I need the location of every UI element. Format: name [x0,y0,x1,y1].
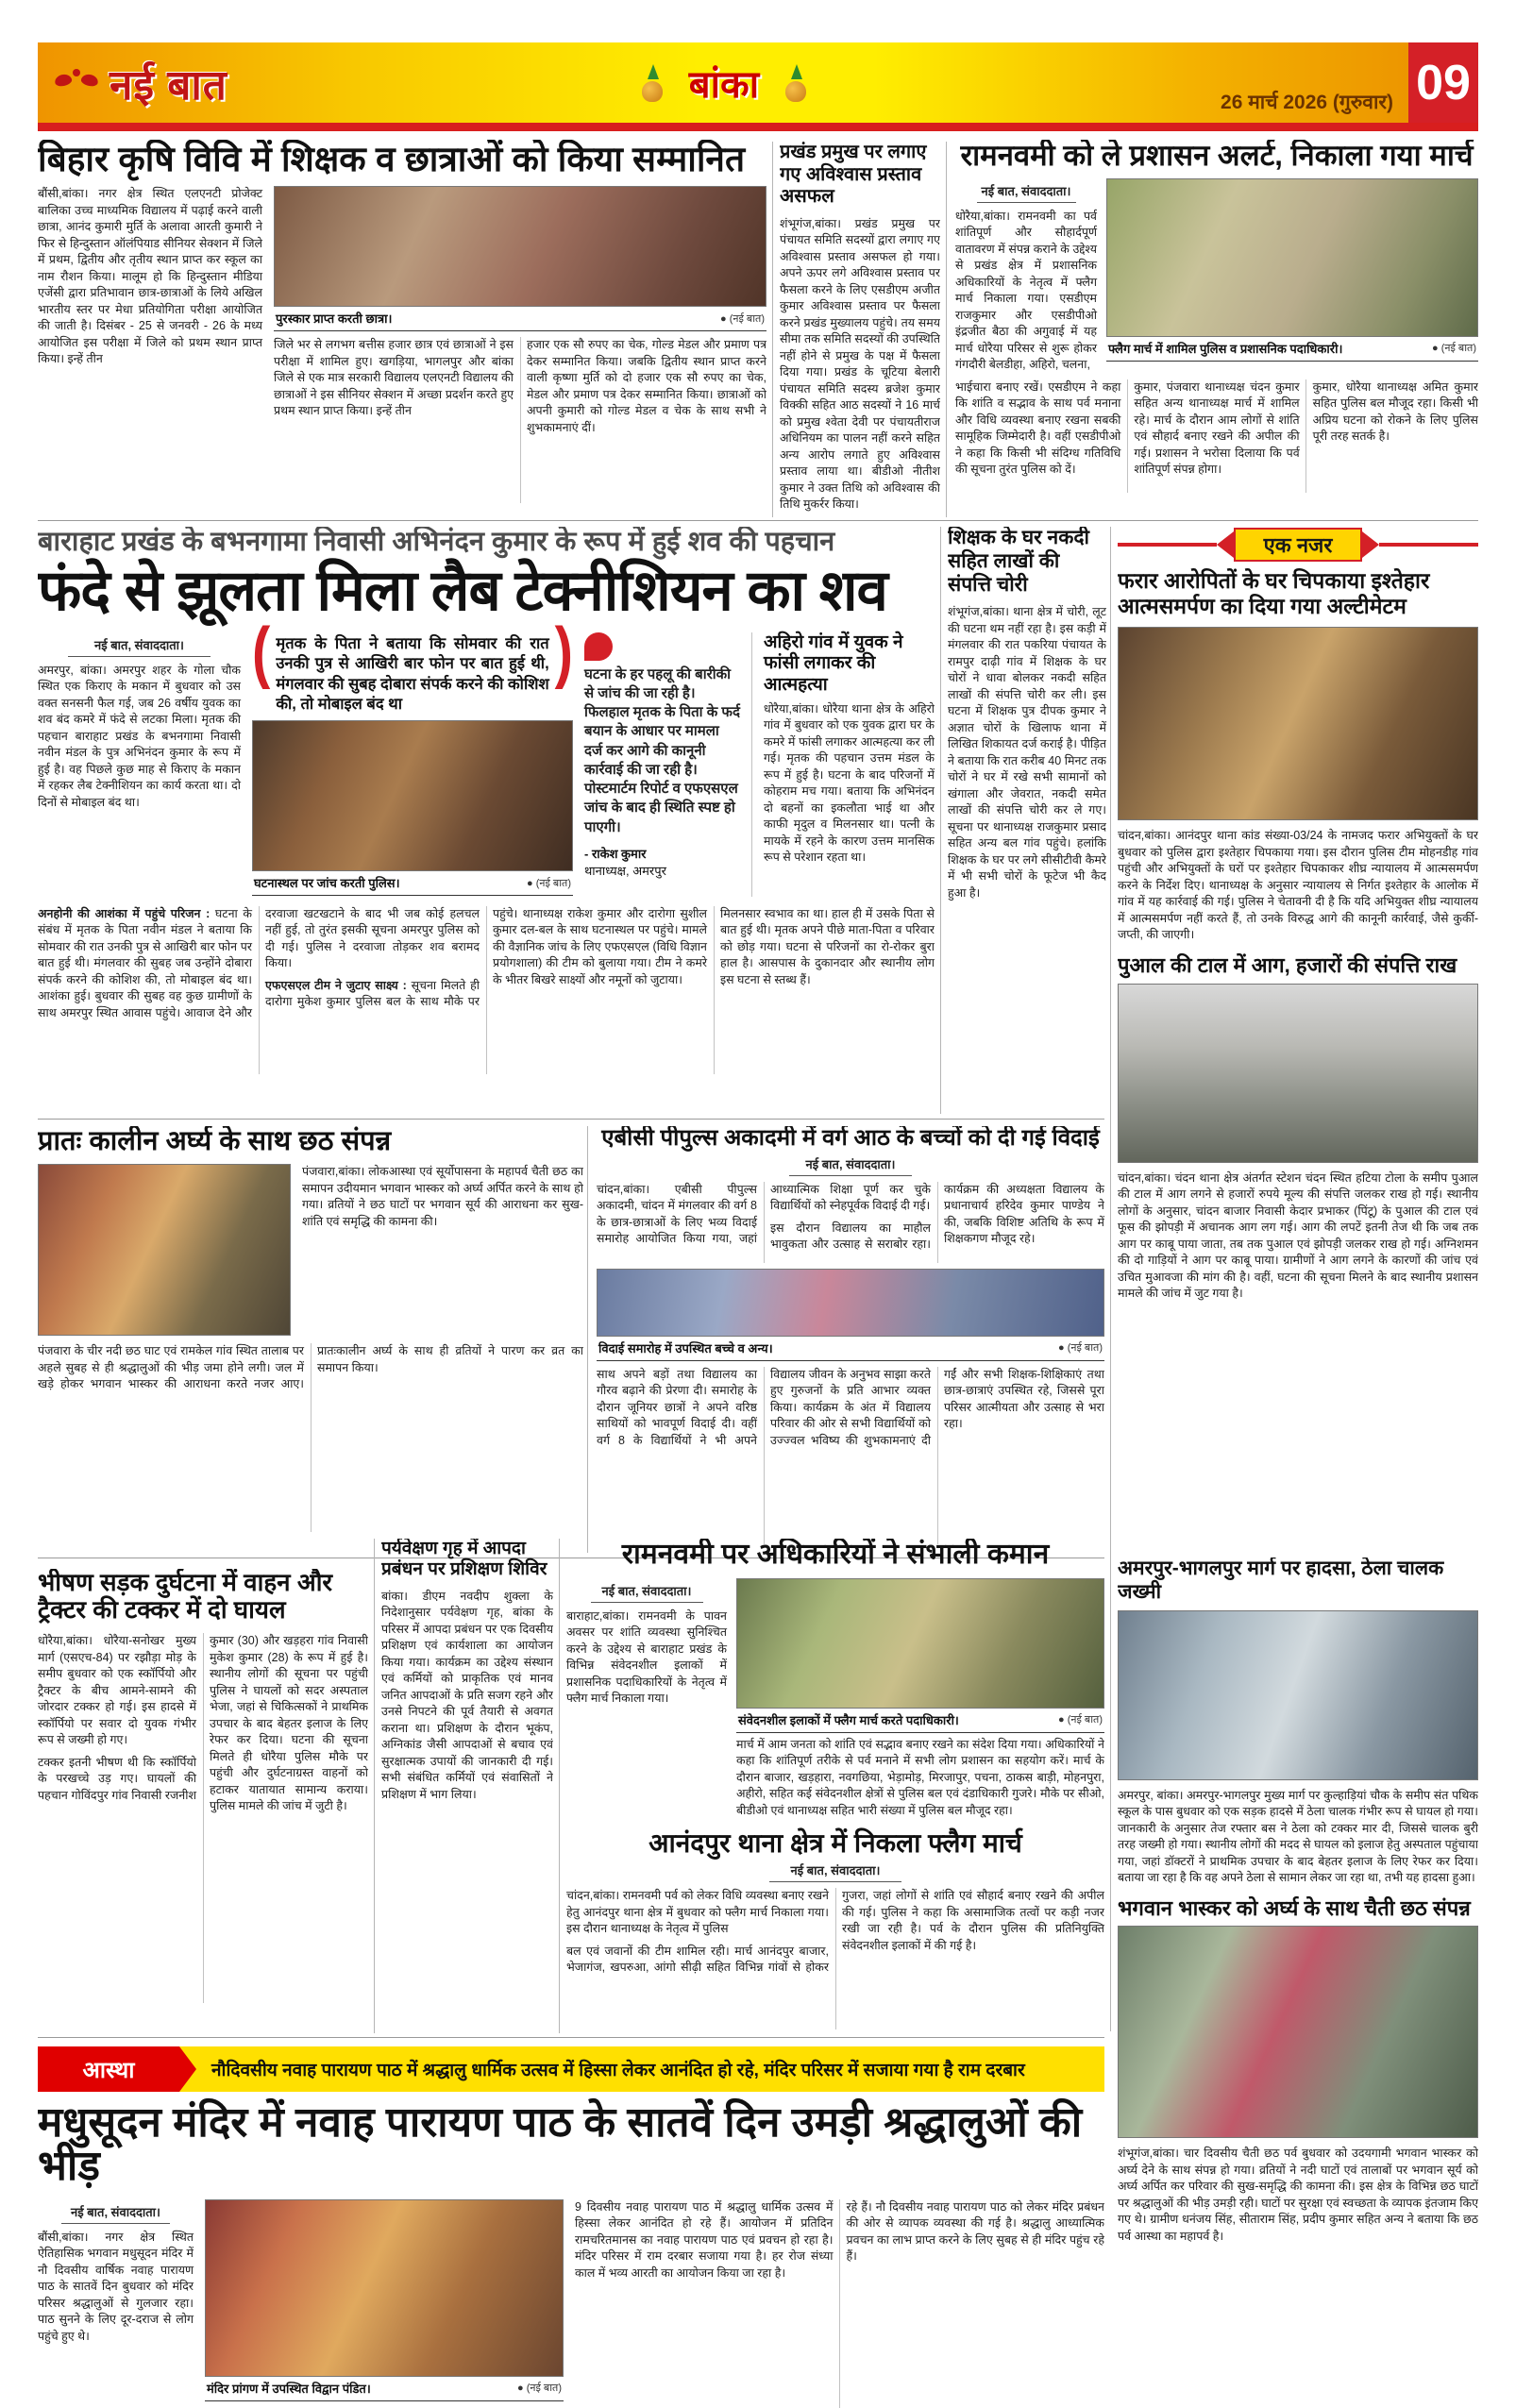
photo-chhath-devotees [38,1164,291,1336]
masthead-center [227,57,1221,109]
article-body: पंजवारा,बांका। लोकआस्था एवं सूर्योपासना के महापर्व चैती छठ का समापन उदीयमान भगवान भास्कर को अर्घ्य अर्पित करने के साथ हो गया। व्रतियों ने छठ घाटों पर भगवान सूर्य की आराधना कर सुख-शांति एवं समृद्धि की कामना की। [302,1165,583,1228]
rule-right [1379,543,1478,547]
article-headline: बिहार कृषि विवि में शिक्षक व छात्राओं को किया सम्मानित [38,140,746,178]
photo-credit: ● (नई बात) [720,312,765,325]
rule-left [1118,543,1217,547]
ek-nazar-label: एक नजर [1234,528,1363,562]
masthead-rule [38,123,1478,131]
article-body: मार्च में आम जनता को शांति एवं सद्भाव बनाए रखने का संदेश दिया गया। अधिकारियों ने कहा कि शांतिपूर्ण तरीके से पर्व मनाने में सभी लोग प्रशासन का सहयोग करें। मार्च के दौरान बाजार, खड़हारा, नवगछिया, भेड़ामोड़, मिरजापुर, पचना, ठाकस बाड़ी, मोहनपुरा, अहीरो, सहित कई संवेदनशील क्षेत्रों से पुलिस बल एवं दंडाधिकारी गुजरे। मौके पर सीओ, बीडीओ एवं थानाध्यक्ष सहित भारी संख्या में पुलिस बल मौजूद रहा। [736,1737,1104,1817]
article-body: मिलनसार स्वभाव का था। हाल ही में उसके पिता से बात हुई थी। मृतक अपने पीछे माता-पिता व परिवार को छोड़ गया। घटना से परिजनों का रो-रोकर बुरा हाल है। आसपास के दुकानदार और स्थानीय लोग इस घटना से स्तब्ध हैं। [720,906,935,986]
subarticle-headline: अहिरो गांव में युवक ने फांसी लगाकर की आत्महत्या [764,631,903,695]
open-bracket-icon: ( [252,613,271,691]
article-headline: अमरपुर-भागलपुर मार्ग पर हादसा, ठेला चालक जख्मी [1118,1558,1444,1603]
byline: नई बात, संवाददाता। [981,183,1071,198]
article-pramukh [780,142,940,517]
issue-date: 26 मार्च 2026 (गुरुवार) [1221,92,1393,113]
runin-head: अनहोनी की आशंका में पहुंचे परिजन : [38,906,211,920]
article-hadsa [1118,1558,1478,2408]
masthead [38,42,1478,123]
article-body: अमरपुर, बांका। अमरपुर शहर के गोला चौक स्थित एक किराए के मकान में बुधवार को उस वक्त सनसनी फैल गई, जब 26 वर्षीय युवक का शव बंद कमरे में फंदे से लटका मिला। मृतक की पहचान बाराहाट प्रखंड के बभनगामा निवासी नवीन मंडल के पुत्र अभिनंदन कुमार के रूप में हुई है। वह पिछले कुछ माह से किराए के मकान में रहकर लैब टेक्नीशियन का कार्य करता था। दो दिनों से मोबाइल बंद था। [38,663,241,809]
article-headline: पुआल की टाल में आग, हजारों की संपत्ति राख [1118,952,1457,977]
article-chori [948,527,1106,1114]
photo-officials-flag-march [736,1578,1104,1709]
article-body: टक्कर इतनी भीषण थी कि स्कॉर्पियो के परखच्चे उड़ गए। घायलों की पहचान गोविंदपुर गांव निवासी रजनीश कुमार (30) और खड़हरा गांव निवासी मुकेश कुमार (28) के रूप में हुई है। स्थानीय लोगों की सूचना पर पहुंची पुलिस ने घायलों को सदर अस्पताल भेजा, जहां से चिकित्सकों ने प्राथमिक उपचार के बाद बेहतर इलाज के लिए रेफर कर दिया। घटना की सूचना मिलते ही धोरैया पुलिस मौके पर पहुंची और दुर्घटनाग्रस्त वाहनों को हटाकर यातायात सामान्य कराया। पुलिस मामले की जांच में जुटी है। [38,1634,368,1813]
photo-credit: ● (नई बात) [1432,343,1476,355]
article-headline: रामनवमी को ले प्रशासन अलर्ट, निकाला गया मार्च [960,140,1474,172]
byline: नई बात, संवाददाता। [805,1156,896,1171]
photo-police-notice-pasting [1118,627,1478,820]
article-body: बाराहाट,बांका। रामनवमी के पावन अवसर पर शांति व्यवस्था सुनिश्चित करने के उद्देश्य से बाराहाट प्रखंड के विभिन्न संवेदनशील इलाकों में प्रशासनिक पदाधिकारियों के नेतृत्व में फ्लैग मार्च निकाला गया। [566,1608,727,1706]
article-body: धोरैया,बांका। रामनवमी का पर्व शांतिपूर्ण और सौहार्दपूर्ण वातावरण में संपन्न कराने के उद्देश्य से प्रखंड क्षेत्र में प्रशासनिक अधिकारियों के नेतृत्व में फ्लैग मार्च निकाला गया। एसडीएम राजकुमार और एसडीपीओ इंद्रजीत बैठा की अगुवाई में यह मार्च धोरैया परिसर से शुरू होकर गंगदौरी बेलडीहा, अहिरो, चलना, [955,209,1097,372]
article-body: चांदन,बांका। रामनवमी पर्व को लेकर विधि व्यवस्था बनाए रखने हेतु आनंदपुर थाना क्षेत्र में बुधवार को फ्लैग मार्च निकाला गया। इस दौरान थानाध्यक्ष के नेतृत्व में पुलिस [566,1889,829,1936]
article-body: बौंसी,बांका। नगर क्षेत्र स्थित एलएनटी प्रोजेक्ट बालिका उच्च माध्यमिक विद्यालय में पढ़ाई करने वाली छात्रा, आनंद कुमारी मुर्ति के अलावा आरती कुमारी ने फिर से हिन्दुस्तान ऑलंपियाड सीनियर सेक्शन में जिले में प्रथम, द्वितीय और तृतीय स्थान प्राप्त कर स्कूल का नाम रौशन किया। मालूम हो कि हिन्दुस्तान मीडिया एजेंसी द्वारा प्रतिभावान छात्र-छात्राओं के लिये अखिल भारतीय स्तर पर मेधा प्रतियोगिता परीक्षा आयोजित की जाती है। दिसंबर - 25 से जनवरी - 26 के मध्य आयोजित इस परीक्षा में जिले को प्रथम स्थान प्राप्त किया। इन्हें तीन [38,187,262,366]
article-body: बल एवं जवानों की टीम शामिल रही। मार्च आनंदपुर बाजार, भेजागंज, खपरुआ, आंगो सीढ़ी सहित विभिन्न गांवों से होकर गुजरा, जहां लोगों से शांति एवं सौहार्द बनाए रखने की अपील की गई। पुलिस ने कहा कि असामाजिक तत्वों पर कड़ी नजर रखी जा रही है। पर्व के दौरान पुलिस की प्रतिनियुक्ति संवेदनशील इलाकों में की गई है। [566,1889,1104,1975]
column-divider [374,1539,375,2033]
article-body: इस दौरान विद्यालय का माहौल भावुकता और उत्साह से सराबोर रहा। कार्यक्रम की अध्यक्षता विद्यालय के प्रधानाचार्य हरिदेव कुमार पाण्डेय ने की, जबकि विशिष्ट अतिथि के रूप में शिक्षकगण मौजूद रहे। [770,1182,1104,1252]
article-body: पंजवारा के चीर नदी छठ घाट एवं रामकेल गांव स्थित तालाब पर अहले सुबह से ही श्रद्धालुओं की भीड़ जमा होने लगी। जल में खड़े होकर भगवान भास्कर की आराधना करते नजर आए। प्रातःकालीन अर्घ्य के साथ ही व्रतियों ने पारण कर व्रत का समापन किया। [38,1344,583,1391]
section-rule [38,520,1478,521]
article-body: चांदन,बांका। एबीसी पीपुल्स अकादमी, चांदन में मंगलवार की वर्ग 8 के छात्र-छात्राओं के लिए भव्य विदाई समारोह आयोजित किया गया, जहां आध्यात्मिक शिक्षा पूर्ण कर चुके विद्यार्थियों को स्नेहपूर्वक विदाई दी गई। [597,1182,931,1246]
photo-farewell-group [597,1269,1104,1337]
article-body: साथ अपने बड़ों तथा विद्यालय का गौरव बढ़ाने की प्रेरणा दी। समारोह के दौरान जूनियर छात्रों ने अपने वरिष्ठ साथियों को भावपूर्ण विदाई दी। वहीं वर्ग 8 के विद्यार्थियों ने भी अपने विद्यालय जीवन के अनुभव साझा करते हुए गुरुजनों के प्रति आभार व्यक्त किया। कार्यक्रम के अंत में विद्यालय परिवार की ओर से सभी विद्यार्थियों को उज्ज्वल भविष्य की शुभकामनाएं दी गईं और सभी शिक्षक-शिक्षिकाएं तथा छात्र-छात्राएं उपस्थित रहे, जिससे पूरा परिसर आत्मीयता और उत्साह से भरा रहा। [597,1367,1104,1447]
photo-ambulance-accident [1118,1610,1478,1780]
pull-quote: घटना के हर पहलू की बारीकी से जांच की जा रही है। फिलहाल मृतक के पिता के फर्द बयान के आधार पर मामला दर्ज कर आगे की कानूनी कार्रवाई की जा रही है। पोस्टमार्टम रिपोर्ट व एफएसएल जांच के बाद ही स्थिति स्पष्ट हो पाएगी। [584,665,740,835]
runin-body: घटना के संबंध में मृतक के पिता नवीन मंडल ने बताया कि सोमवार की रात उनकी पुत्र से आखिरी बार फोन पर बात हुई थी। मंगलवार की सुबह जब उन्होंने दोबारा संपर्क करने की कोशिश की, तो मोबाइल बंद था। आशंका हुई। बुधवार की सुबह वह कुछ ग्रामीणों के साथ अमरपुर स्थित आवास पहुंचे। आवाज देने और दरवाजा खटखटाने के बाद भी जब कोई हलचल नहीं हुई, तो तुरंत इसकी सूचना अमरपुर पुलिस को दी गई। पुलिस ने दरवाजा तोड़कर शव बरामद किया। [38,906,480,1019]
photo-caption [205,2377,564,2401]
close-bracket-icon: ) [554,613,573,691]
byline: नई बात, संवाददाता। [601,1583,692,1598]
column-divider [772,142,773,517]
article-durghatna [38,1569,368,2033]
article-headline: आनंदपुर थाना क्षेत्र में निकला फ्लैग मार्च [649,1828,1022,1859]
article-body: शंभूगंज,बांका। चार दिवसीय चैती छठ पर्व बुधवार को उदयगामी भगवान भास्कर को अर्घ्य देने के साथ संपन्न हो गया। व्रतियों ने नदी घाटों एवं तालाबों पर भगवान सूर्य को अर्घ्य अर्पित कर परिवार की सुख-समृद्धि की कामना की। इस क्षेत्र के विभिन्न छठ घाटों पर श्रद्धालुओं की भीड़ उमड़ी रही। घाटों पर सुरक्षा एवं स्वच्छता के व्यापक इंतजाम किए गए थे। ग्रामीण धनंजय सिंह, सीताराम सिंह, प्रदीप कुमार सहित अन्य ने बताया कि छठ पर्व आस्था का महापर्व है। [1118,2147,1478,2243]
article-abc-academy [597,1126,1104,1553]
article-body: भाईचारा बनाए रखें। एसडीएम ने कहा कि शांति व सद्भाव के साथ पर्व मनाना और विधि व्यवस्था बनाए रखना सबकी सामूहिक जिम्मेदारी है। वहीं एसडीपीओ ने कहा कि किसी भी संदिग्ध गतिविधि की सूचना तुरंत पुलिस को दें। [955,379,1121,477]
article-body: धोरैया,बांका। धोरैया-सनोखर मुख्य मार्ग (एसएच-84) पर रझौड़ा मोड़ के समीप बुधवार को एक स्कॉर्पियो और ट्रैक्टर के बीच आमने-सामने की जोरदार टक्कर हो गई। इस हादसे में स्कॉर्पियो पर सवार दो युवक गंभीर रूप से जख्मी हो गए। [38,1634,196,1747]
photo-caption [252,871,573,896]
byline-rule [591,1602,703,1603]
byline-rule [68,656,211,657]
byline-rule [977,202,1076,203]
photo-credit: ● (नई बात) [1058,1342,1103,1355]
article-body: हजार एक सौ रुपए का चेक, गोल्ड मेडल और प्रमाण पत्र देकर सम्मानित किया। जबकि द्वितीय स्थान प्राप्त करने वाली कृष्णा मुर्ति को दो हजार एक सौ रुपए का चेक, मेडल और प्रमाण पत्र देकर सम्मानित किया। छात्राओं को अपनी कुमारी को गोल्ड मेडल व चेक के साथ सभी ने शुभकामनाएं दीं। [527,338,766,434]
article-body: कुमार, धोरैया थानाध्यक्ष अमित कुमार सहित पुलिस बल मौजूद रहा। किसी भी अप्रिय घटना को रोकने के लिए पुलिस पूरी तरह सतर्क है। [1312,379,1478,444]
runin-head: एफएसएल टीम ने जुटाए साक्ष्य : [265,978,407,992]
caption-text: संवेदनशील इलाकों में फ्लैग मार्च करते पदाधिकारी। [738,1712,959,1727]
article-body: कुमार, पंजवारा थानाध्यक्ष चंदन कुमार सहित अन्य थानाध्यक्ष मार्च में शामिल रहे। मार्च के दौरान आम लोगों से शांति एवं सौहार्द बनाए रखने की अपील की गई। प्रशासन ने भरोसा दिलाया कि पर्व शांतिपूर्ण संपन्न होगा। [1134,379,1300,477]
kalash-icon [640,64,665,102]
page-number: 09 [1408,42,1478,123]
column-divider [940,527,941,1114]
quote-attribution-name: - राकेश कुमार [584,846,647,861]
article-headline: शिक्षक के घर नकदी सहित लाखों की संपत्ति चोरी [948,527,1089,596]
article-body: शंभूगंज,बांका। थाना क्षेत्र में चोरी, लूट की घटना थम नहीं रहा है। इस कड़ी में मंगलवार की रात पकरिया पंचायत के रामपुर दाढ़ी गांव में शिक्षक के घर चोरों ने धावा बोलकर नकदी सहित लाखों की संपत्ति चोरी कर ली। इस घटना में शिक्षक पुत्र दीपक कुमार ने अज्ञात चोरों के खिलाफ थाना में लिखित शिकायत दर्ज कराई है। पीड़ित ने बताया कि रात करीब 40 मिनट तक चोरों ने घर में रखे सभी सामानों को खंगाला और जेवरात, नकदी समेत लाखों की संपत्ति चोरी कर ले गए। सूचना पर थानाध्यक्ष राजकुमार प्रसाद सहित अन्य बल गांव पहुंचे। हलांकि शिक्षक के घर पर लगे सीसीटीवी कैमरे में भी सभी चोरों के फूटेज भी कैद हुआ है। [948,605,1106,900]
article-alert [955,140,1478,517]
article-krishi [38,140,766,517]
article-headline: प्रातः कालीन अर्घ्य के साथ छठ संपन्न [38,1126,392,1156]
astha-tag: आस्था [38,2046,179,2092]
eyes-bindi-icon [55,69,98,97]
section-rule [38,1119,1104,1120]
article-body: 9 दिवसीय नवाह पारायण पाठ में श्रद्धालु धार्मिक उत्सव में हिस्सा लेकर आनंदित हो रहे हैं। आयोजन में प्रतिदिन रामचरितमानस का नवाह पारायण पाठ एवं प्रवचन हो रहा है। मंदिर परिसर में राम दरबार सजाया गया है। हर रोज संध्या काल में भव्य आरती का आयोजन किया जा रहा है। [575,2199,834,2280]
article-lab-technician [38,527,935,1114]
article-body: चांदन,बांका। चंदन थाना क्षेत्र अंतर्गत स्टेशन चंदन स्थित हटिया टोला के समीप पुआल की टाल में आग लगने से हजारों रुपये मूल्य की संपत्ति जलकर राख हो गई। स्थानीय लोगों के अनुसार, चांदन बाजार निवासी केदार प्रभाकर (पिंटू) के पुआल की टाल एवं फूस की झोपड़ी में अचानक आग लग गई। आग की लपटें इतनी तेज थी कि जब तक आग पर काबू पाया जाता, तब तक पुआल एवं झोपड़ी जलकर राख हो गई। अग्निशमन की दो गाड़ियों ने आग पर काबू पाया। ग्रामीणों ने आग लगने के कारणों की जांच एवं उचित मुआवजा की मांग की है। वहीं, घटना की सूचना मिलने के बाद स्थानीय प्रशासन मामले की जांच में जुट गया है। [1118,1170,1478,1301]
photo-caption [1106,337,1478,362]
photo-award-ceremony [274,186,766,307]
article-madhusudan [38,2046,1104,2408]
article-headline: प्रखंड प्रमुख पर लगाए गए अविश्वास प्रस्ताव असफल [780,142,927,208]
deck-bracket [252,613,573,717]
article-headline: पर्यवेक्षण गृह में आपदा प्रबंधन पर प्रशिक्षण शिविर [381,1539,547,1580]
quote-mark-icon [584,632,613,661]
column-divider [946,142,947,517]
photo-chaiti-chhath-devotees [1118,1926,1478,2138]
byline-rule [769,1881,901,1882]
photo-caption [736,1709,1104,1733]
column-divider [587,1126,588,1553]
byline: नई बात, संवाददाता। [94,637,184,652]
article-headline: एबीसी पीपुल्स अकादमी में वर्ग आठ के बच्चों को दी गई विदाई [601,1126,1100,1151]
subarticle-body: धोरैया,बांका। धोरैया थाना क्षेत्र के अहिरो गांव में बुधवार को एक युवक द्वारा घर के कमरे में फांसी लगाकर आत्महत्या कर ली गई। मृतक की पहचान उत्तम मंडल के रूप में हुई है। घटना के बाद परिजनों में कोहराम मच गया। बताया कि अभिनंदन दो बहनों का इकलौता भाई था और काफी मृदुल व मिलनसार था। पत्नी के मायके में रहने के कारण उत्तम मानसिक रूप से परेशान रहता था। [764,701,935,865]
quote-attribution-title: थानाध्यक्ष, अमरपुर [584,863,666,878]
byline: नई बात, संवाददाता। [790,1863,881,1878]
caption-text: फ्लैग मार्च में शामिल पुलिस व प्रशासनिक पदाधिकारी। [1108,341,1343,356]
article-chhath [38,1126,583,1553]
article-body: अमरपुर, बांका। अमरपुर-भागलपुर मुख्य मार्ग पर कुल्हाड़ियां चौक के समीप संत पथिक स्कूल के पास बुधवार को एक सड़क हादसे में ठेला चालक गंभीर रूप से घायल हो गया। जानकारी के अनुसार तेज रफ्तार बस ने ठेला को टक्कर मार दी, जिससे चालक बुरी तरह जख्मी हो गया। स्थानीय लोगों की मदद से घायल को इलाज हेतु अस्पताल पहुंचाया गया, जहां डॉक्टरों ने प्राथमिक उपचार के बाद बेहतर इलाज के लिए रेफर कर दिया। बताया जा रहा है कि वह अपने ठेला से सामान लेकर जा रहा था, तभी यह हादसा हुआ। [1118,1788,1478,1885]
photo-caption [274,307,766,331]
caption-text: विदाई समारोह में उपस्थित बच्चे व अन्य। [598,1340,773,1356]
photo-credit: ● (नई बात) [527,877,571,889]
article-body: बौंसी,बांका। नगर क्षेत्र स्थित ऐतिहासिक भगवान मधुसूदन मंदिर में नौ दिवसीय वार्षिक नवाह पारायण पाठ के सातवें दिन बुधवार को मंदिर परिसर श्रद्धालुओं से गुलजार रहा। पाठ सुनने के लिए दूर-दराज से लोग पहुंचे हुए थे। [38,2230,194,2343]
photo-caption [597,1337,1104,1361]
article-body: रहे हैं। नौ दिवसीय नवाह पारायण पाठ को लेकर मंदिर प्रबंधन की ओर से व्यापक व्यवस्था की गई है। श्रद्धालु आध्यात्मिक प्रवचन का लाभ प्राप्त करने के लिए सुबह से ही मंदिर पहुंच रहे हैं। [846,2199,1104,2263]
left-arrow-icon [1217,531,1234,558]
caption-text: घटनास्थल पर जांच करती पुलिस। [254,876,400,891]
byline-rule [789,1175,912,1176]
article-body: चांदन,बांका। आनंदपुर थाना कांड संख्या-03/24 के नामजद फरार अभियुक्तों के घर बुधवार को पुलिस द्वारा इश्तेहार चिपकाया गया। इस दौरान पुलिस टीम मोहनडीह गांव पहुंची और अभियुक्तों के घरों पर इश्तेहार चिपकाकर शीघ्र न्यायालय में आत्मसमर्पण करने के निर्देश दिए। थानाध्यक्ष के अनुसार न्यायालय से निर्गत इश्तेहार के आलोक में गांव में यह कार्रवाई की गई। पुलिस ने चेतावनी दी है कि यदि अभियुक्त शीघ्र न्यायालय में आत्मसमर्पण नहीं करते हैं, तो उनके विरुद्ध आगे की कानूनी कार्रवाई, जैसे कुर्की-जप्ती, की जाएगी। [1118,829,1478,942]
deck-text: मृतक के पिता ने बताया कि सोमवार की रात उनकी पुत्र से आखिरी बार फोन पर बात हुई थी, मंगलवार की सुबह दोबारा संपर्क करने की कोशिश की, तो मोबाइल बंद था [276,634,549,714]
article-headline: मधुसूदन मंदिर में नवाह पारायण पाठ के सातवें दिन उमड़ी श्रद्धालुओं की भीड़ [38,2099,1083,2189]
photo-credit: ● (नई बात) [517,2383,562,2394]
edition-name: बांका [688,64,760,106]
paper-name: नई बात [109,61,227,109]
article-headline: फंदे से झूलता मिला लैब टेक्नीशियन का शव [38,559,887,623]
article-kaman [566,1539,1104,2033]
article-headline: फरार आरोपितों के घर चिपकाया इश्तेहार आत्मसमर्पण का दिया गया अल्टीमेटम [1118,568,1430,619]
masthead-logo [55,55,227,111]
photo-police-investigation [252,720,573,871]
article-headline: रामनवमी पर अधिकारियों ने संभाली कमान [621,1539,1050,1570]
article-body: बांका। डीएम नवदीप शुक्ला के निदेशानुसार पर्यवेक्षण गृह, बांका के परिसर में आपदा प्रबंधन पर एक दिवसीय प्रशिक्षण एवं कार्यशाला का आयोजन किया गया। कार्यक्रम का उद्देश्य संस्थान एवं कर्मियों को प्राकृतिक एवं मानव जनित आपदाओं के प्रति सजग रहने और उनसे निपटने की पूर्व तैयारी से अवगत कराना था। प्रशिक्षण के दौरान भूकंप, अग्निकांड जैसी आपदाओं से बचाव एवं सुरक्षात्मक उपायों की जानकारी दी गई। सभी संबंधित कर्मियों एवं संवासितों ने प्रशिक्षण में भाग लिया। [381,1589,553,1801]
article-shivir [381,1539,553,2033]
column-divider [559,1539,560,2033]
ek-nazar-label-bar [1118,527,1478,563]
right-arrow-icon [1362,531,1379,558]
section-ek-nazar [1118,527,1478,1552]
article-headline: भगवान भास्कर को अर्घ्य के साथ चैती छठ संपन्न [1118,1895,1471,1920]
photo-credit: ● (नई बात) [1058,1714,1103,1726]
article-headline: भीषण सड़क दुर्घटना में वाहन और ट्रैक्टर की टक्कर में दो घायल [38,1569,333,1625]
article-body: शंभूगंज,बांका। प्रखंड प्रमुख पर पंचायत समिति सदस्यों द्वारा लगाए गए अविश्वास प्रस्ताव असफल हो गया। अपने ऊपर लगे अविश्वास प्रस्ताव पर फैसला करने के लिए एसडीएम अजीत कुमार अविश्वास प्रस्ताव पर फैसला करने प्रखंड मुख्यालय पहुंचे। तय समय सीमा तक समिति सदस्यों की उपस्थिति नहीं होने से प्रमुख के पक्ष में फैसला दिया गया। प्रखंड के चूटिया बेलारी पंचायत समिति सदस्य ब्रजेश कुमार विक्की सहित आठ सदस्यों ने 16 मार्च को प्रमुख श्वेता देवी पर पंचायतीराज अधिनियम का पालन नहीं करने सहित अन्य आरोप लगाते हुए अविश्वास प्रस्ताव लाया था। बीडीओ नीतीश कुमार ने उक्त तिथि को अविश्वास की तिथि मुकर्रर किया। [780,216,940,512]
article-body: जिले भर से लगभग बत्तीस हजार छात्र एवं छात्राओं ने इस परीक्षा में शामिल हुए। खगड़िया, भागलपुर और बांका जिले से एक मात्र सरकारी विद्यालय एलएनटी विद्यालय की छात्राओं ने इस सीनियर सेक्शन में अच्छा प्रदर्शन करते हुए प्रथम स्थान प्राप्त किया। इन्हें तीन [274,338,514,418]
astha-band [38,2046,1104,2092]
caption-text: पुरस्कार प्राप्त करती छात्रा। [276,312,393,327]
section-rule [38,2037,1104,2038]
byline-rule [61,2223,171,2224]
article-kicker: बाराहाट प्रखंड के बभनगामा निवासी अभिनंदन कुमार के रूप में हुई शव की पहचान [38,527,835,557]
photo-straw-fire-smoke [1118,984,1478,1163]
kalash-icon [783,64,808,102]
column-divider [1110,527,1111,2031]
photo-temple-pandits [205,2199,564,2377]
caption-text: मंदिर प्रांगण में उपस्थित विद्वान पंडित। [207,2381,371,2396]
runin-body: सूचना मिलते ही दारोगा मुकेश कुमार पुलिस बल के साथ मौके पर पहुंचे। थानाध्यक्ष राकेश कुमार और दारोगा सुशील कुमार दल-बल के साथ घटनास्थल पर पहुंचे। मामले की वैज्ञानिक जांच के लिए एफएसएल (विधि विज्ञान प्रयोगशाला) की टीम को बुलाया गया। टीम ने कमरे के भीतर बिखरे साक्ष्यों और नमूनों को जुटाया। [265,906,707,1009]
byline: नई बात, संवाददाता। [71,2204,160,2219]
photo-flag-march-police [1106,178,1478,337]
astha-strip: नौदिवसीय नवाह पारायण पाठ में श्रद्धालु धार्मिक उत्सव में हिस्सा लेकर आनंदित हो रहे, मंदिर परिसर में सजाया गया है राम दरबार [179,2046,1104,2092]
